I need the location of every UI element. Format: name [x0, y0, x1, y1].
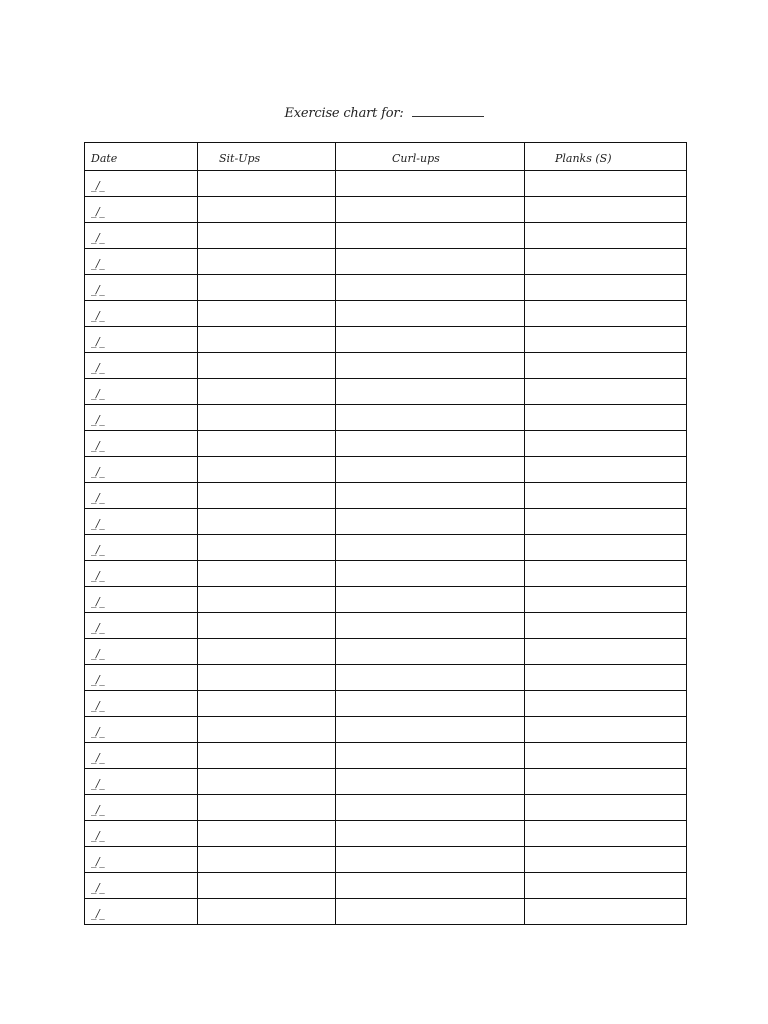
planks-cell[interactable] [525, 639, 687, 665]
table-row [85, 171, 687, 197]
sit-ups-cell[interactable] [198, 249, 336, 275]
date-cell: _/_ [85, 639, 198, 665]
planks-cell[interactable] [525, 613, 687, 639]
table-row [85, 431, 687, 457]
date-cell: _/_ [85, 483, 198, 509]
curl-ups-cell[interactable] [336, 379, 525, 405]
planks-cell[interactable] [525, 483, 687, 509]
table-row [85, 847, 687, 873]
planks-cell[interactable] [525, 353, 687, 379]
curl-ups-cell[interactable] [336, 821, 525, 847]
date-cell: _/_ [85, 587, 198, 613]
planks-cell[interactable] [525, 847, 687, 873]
date-cell: _/_ [85, 691, 198, 717]
curl-ups-cell[interactable] [336, 899, 525, 925]
curl-ups-cell[interactable] [336, 223, 525, 249]
sit-ups-cell[interactable] [198, 613, 336, 639]
date-cell: _/_ [85, 327, 198, 353]
planks-cell[interactable] [525, 743, 687, 769]
header-date: Date [85, 143, 198, 171]
sit-ups-cell[interactable] [198, 795, 336, 821]
table-row [85, 665, 687, 691]
planks-cell[interactable] [525, 301, 687, 327]
table-row [85, 899, 687, 925]
date-cell: _/_ [85, 561, 198, 587]
table-row [85, 561, 687, 587]
table-row [85, 769, 687, 795]
curl-ups-cell[interactable] [336, 405, 525, 431]
curl-ups-cell[interactable] [336, 769, 525, 795]
curl-ups-cell[interactable] [336, 197, 525, 223]
date-cell: _/_ [85, 769, 198, 795]
date-cell: _/_ [85, 379, 198, 405]
sit-ups-cell[interactable] [198, 717, 336, 743]
sit-ups-cell[interactable] [198, 639, 336, 665]
table-header-row [85, 143, 687, 171]
table-row [85, 483, 687, 509]
curl-ups-cell[interactable] [336, 613, 525, 639]
sit-ups-cell[interactable] [198, 301, 336, 327]
header-sit-ups: Sit-Ups [198, 143, 336, 171]
date-cell: _/_ [85, 431, 198, 457]
date-cell: _/_ [85, 899, 198, 925]
page-title [0, 104, 768, 123]
sit-ups-cell[interactable] [198, 561, 336, 587]
curl-ups-cell[interactable] [336, 353, 525, 379]
date-cell: _/_ [85, 535, 198, 561]
planks-cell[interactable] [525, 327, 687, 353]
planks-cell[interactable] [525, 769, 687, 795]
curl-ups-cell[interactable] [336, 457, 525, 483]
table-row [85, 535, 687, 561]
planks-cell[interactable] [525, 587, 687, 613]
date-cell: _/_ [85, 249, 198, 275]
curl-ups-cell[interactable] [336, 639, 525, 665]
curl-ups-cell[interactable] [336, 249, 525, 275]
sit-ups-cell[interactable] [198, 665, 336, 691]
date-cell: _/_ [85, 873, 198, 899]
date-cell: _/_ [85, 795, 198, 821]
planks-cell[interactable] [525, 821, 687, 847]
exercise-log-table [84, 142, 687, 925]
date-cell: _/_ [85, 301, 198, 327]
date-cell: _/_ [85, 275, 198, 301]
date-cell: _/_ [85, 717, 198, 743]
sit-ups-cell[interactable] [198, 197, 336, 223]
curl-ups-cell[interactable] [336, 561, 525, 587]
planks-cell[interactable] [525, 405, 687, 431]
planks-cell[interactable] [525, 275, 687, 301]
sit-ups-cell[interactable] [198, 743, 336, 769]
date-cell: _/_ [85, 847, 198, 873]
date-cell: _/_ [85, 509, 198, 535]
curl-ups-cell[interactable] [336, 483, 525, 509]
table-row [85, 639, 687, 665]
planks-cell[interactable] [525, 171, 687, 197]
planks-cell[interactable] [525, 197, 687, 223]
planks-cell[interactable] [525, 795, 687, 821]
curl-ups-cell[interactable] [336, 717, 525, 743]
table-row [85, 509, 687, 535]
sit-ups-cell[interactable] [198, 769, 336, 795]
sit-ups-cell[interactable] [198, 847, 336, 873]
sit-ups-cell[interactable] [198, 275, 336, 301]
date-cell: _/_ [85, 353, 198, 379]
date-cell: _/_ [85, 743, 198, 769]
planks-cell[interactable] [525, 717, 687, 743]
table-row [85, 405, 687, 431]
table-body [85, 171, 687, 925]
sit-ups-cell[interactable] [198, 509, 336, 535]
name-blank-line[interactable] [412, 104, 484, 117]
table-row [85, 587, 687, 613]
sit-ups-cell[interactable] [198, 535, 336, 561]
header-planks: Planks (S) [525, 143, 687, 171]
sit-ups-cell[interactable] [198, 873, 336, 899]
sit-ups-cell[interactable] [198, 821, 336, 847]
table-row [85, 717, 687, 743]
planks-cell[interactable] [525, 535, 687, 561]
table-row [85, 821, 687, 847]
table-row [85, 275, 687, 301]
table-row [85, 457, 687, 483]
sit-ups-cell[interactable] [198, 379, 336, 405]
curl-ups-cell[interactable] [336, 743, 525, 769]
planks-cell[interactable] [525, 561, 687, 587]
sit-ups-cell[interactable] [198, 587, 336, 613]
date-cell: _/_ [85, 223, 198, 249]
curl-ups-cell[interactable] [336, 665, 525, 691]
date-cell: _/_ [85, 457, 198, 483]
table-row [85, 379, 687, 405]
planks-cell[interactable] [525, 691, 687, 717]
sit-ups-cell[interactable] [198, 327, 336, 353]
curl-ups-cell[interactable] [336, 587, 525, 613]
sit-ups-cell[interactable] [198, 431, 336, 457]
header-curl-ups: Curl-ups [336, 143, 525, 171]
sit-ups-cell[interactable] [198, 171, 336, 197]
planks-cell[interactable] [525, 223, 687, 249]
date-cell: _/_ [85, 613, 198, 639]
table-row [85, 249, 687, 275]
date-cell: _/_ [85, 821, 198, 847]
sit-ups-cell[interactable] [198, 223, 336, 249]
planks-cell[interactable] [525, 249, 687, 275]
table-row [85, 197, 687, 223]
page-title-text: Exercise chart for: [284, 106, 404, 121]
sit-ups-cell[interactable] [198, 353, 336, 379]
curl-ups-cell[interactable] [336, 431, 525, 457]
sit-ups-cell[interactable] [198, 405, 336, 431]
date-cell: _/_ [85, 405, 198, 431]
curl-ups-cell[interactable] [336, 691, 525, 717]
curl-ups-cell[interactable] [336, 327, 525, 353]
planks-cell[interactable] [525, 457, 687, 483]
table-row [85, 613, 687, 639]
curl-ups-cell[interactable] [336, 847, 525, 873]
curl-ups-cell[interactable] [336, 301, 525, 327]
table-row [85, 301, 687, 327]
planks-cell[interactable] [525, 665, 687, 691]
planks-cell[interactable] [525, 379, 687, 405]
sit-ups-cell[interactable] [198, 691, 336, 717]
curl-ups-cell[interactable] [336, 509, 525, 535]
table-row [85, 353, 687, 379]
planks-cell[interactable] [525, 899, 687, 925]
curl-ups-cell[interactable] [336, 795, 525, 821]
planks-cell[interactable] [525, 873, 687, 899]
planks-cell[interactable] [525, 509, 687, 535]
table-row [85, 873, 687, 899]
date-cell: _/_ [85, 197, 198, 223]
date-cell: _/_ [85, 665, 198, 691]
table-row [85, 223, 687, 249]
date-cell: _/_ [85, 171, 198, 197]
table-row [85, 795, 687, 821]
sit-ups-cell[interactable] [198, 899, 336, 925]
sit-ups-cell[interactable] [198, 457, 336, 483]
curl-ups-cell[interactable] [336, 873, 525, 899]
table-row [85, 327, 687, 353]
planks-cell[interactable] [525, 431, 687, 457]
curl-ups-cell[interactable] [336, 275, 525, 301]
table-row [85, 743, 687, 769]
table-row [85, 691, 687, 717]
curl-ups-cell[interactable] [336, 171, 525, 197]
curl-ups-cell[interactable] [336, 535, 525, 561]
sit-ups-cell[interactable] [198, 483, 336, 509]
